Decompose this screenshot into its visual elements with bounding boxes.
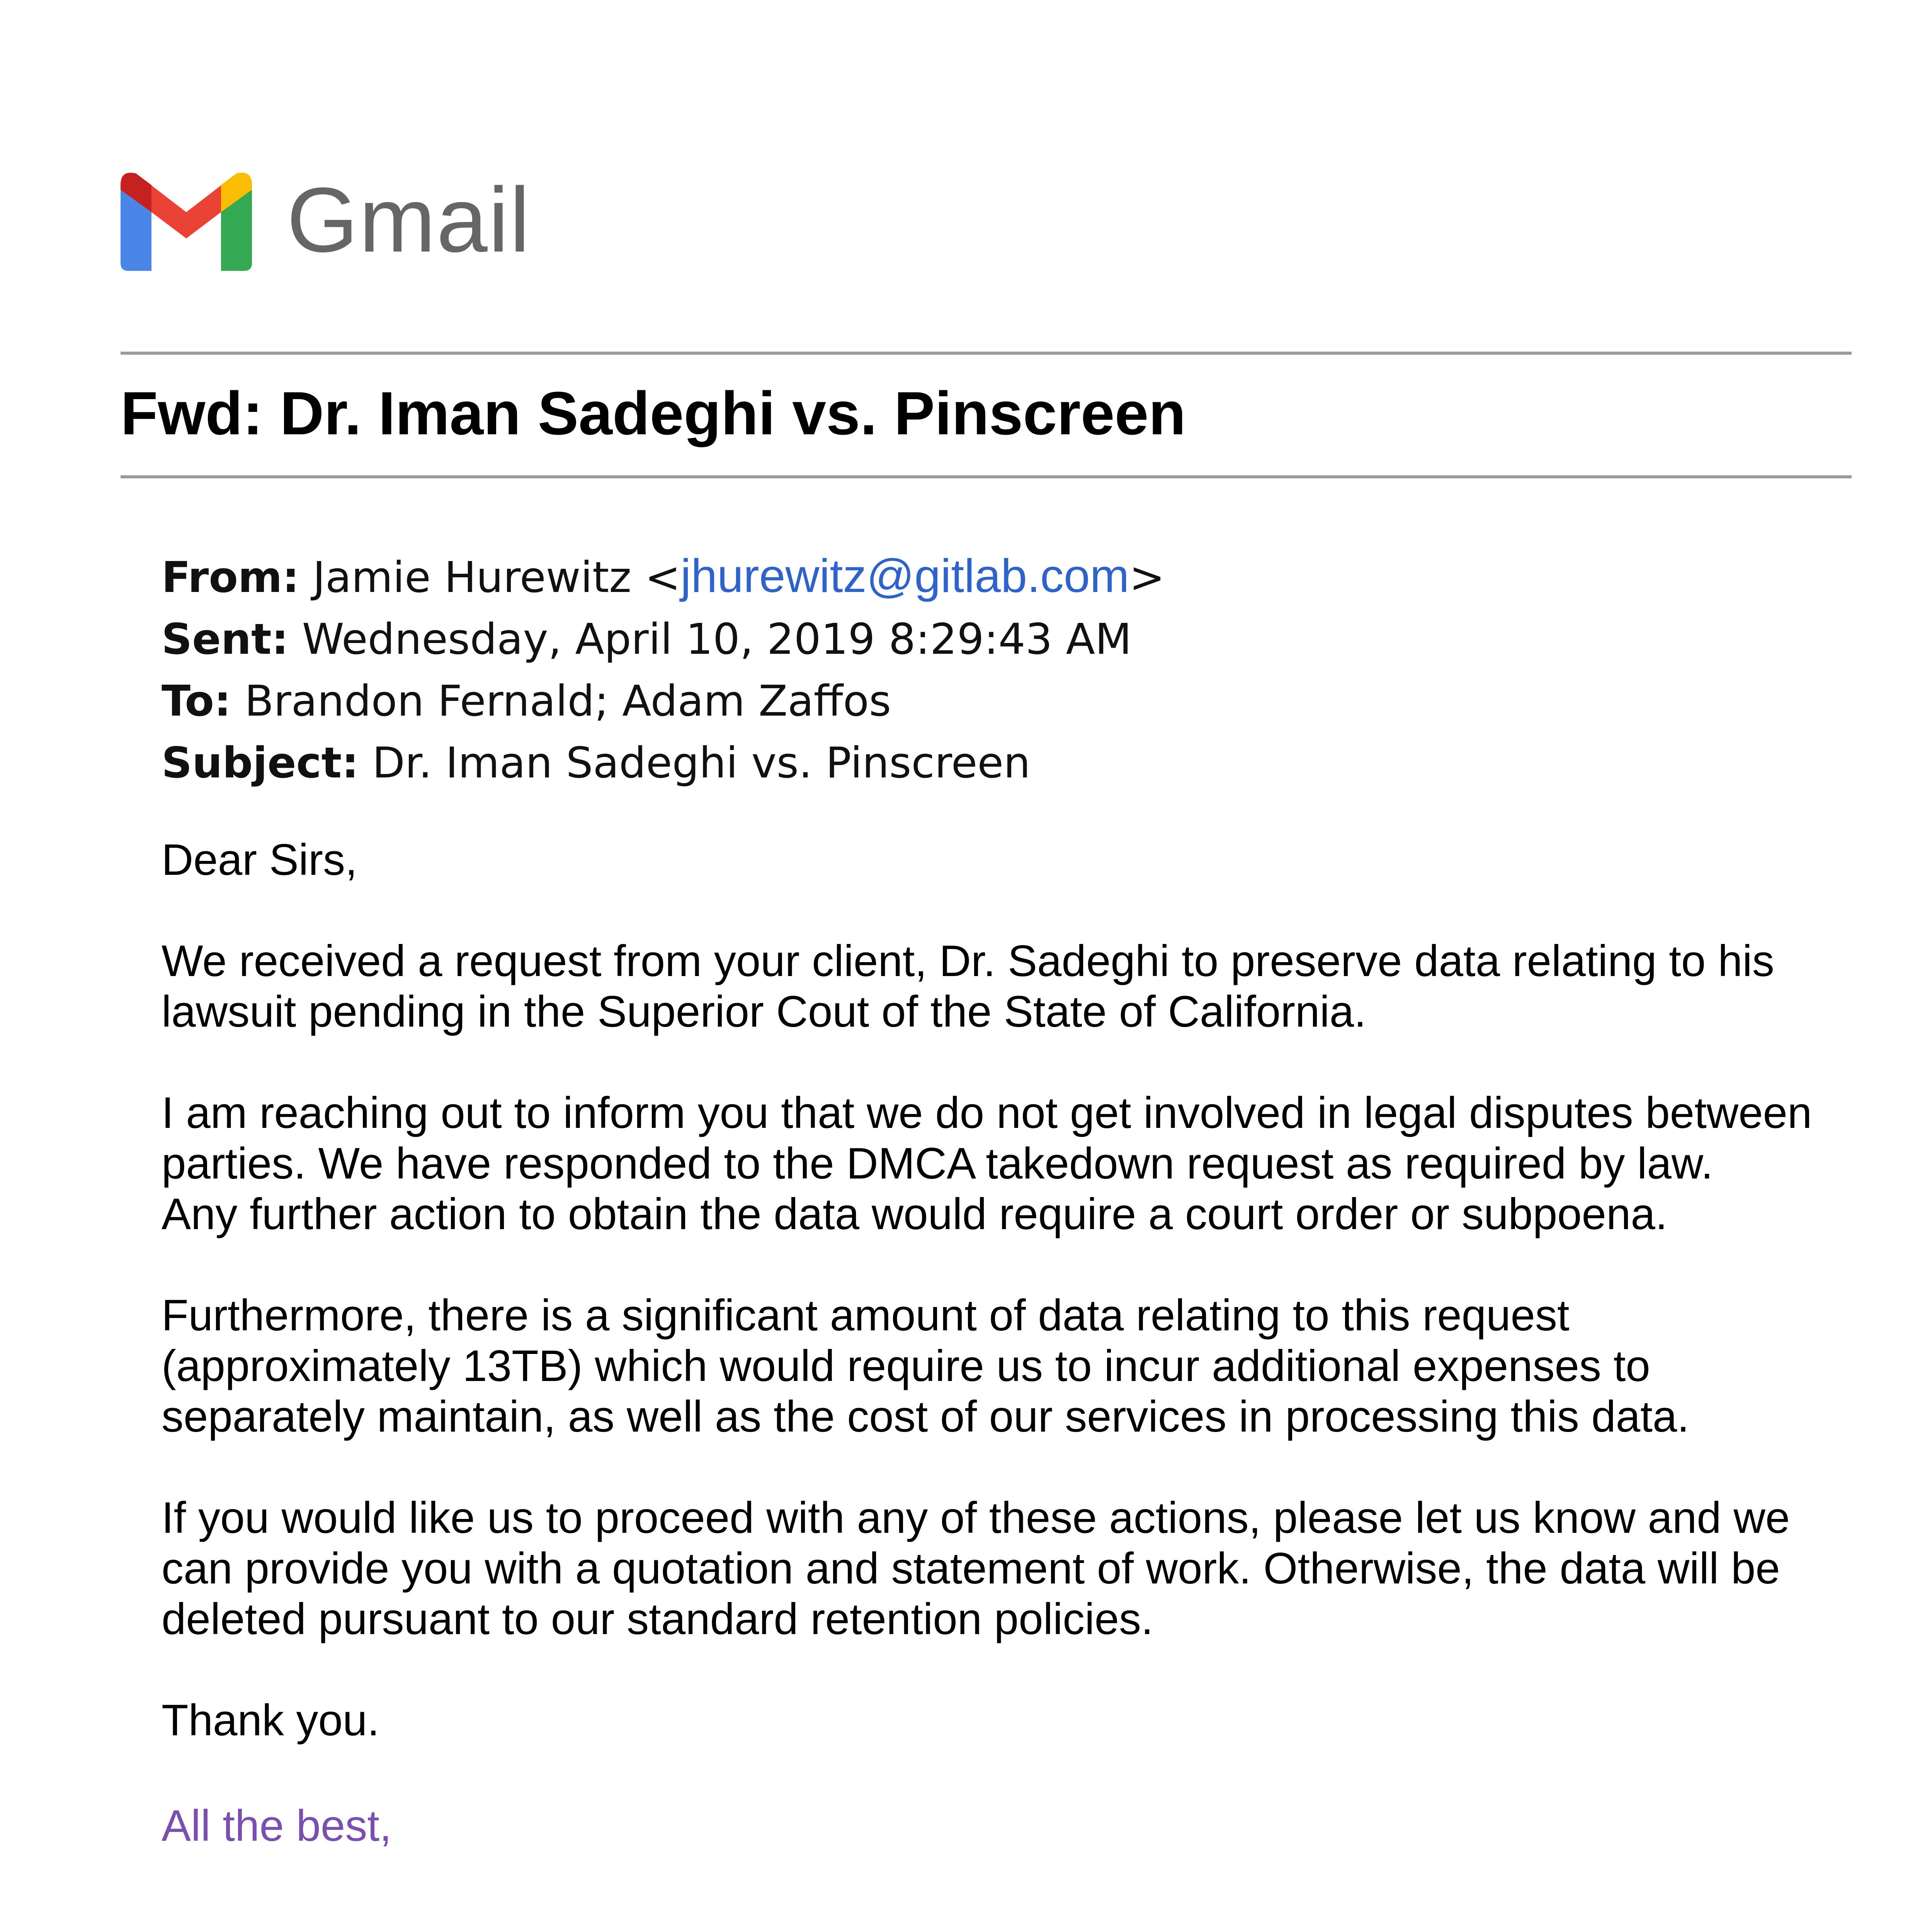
gmail-logo-icon — [121, 170, 252, 271]
email-subject-title: Fwd: Dr. Iman Sadeghi vs. Pinscreen — [121, 379, 1186, 447]
subject-value: Dr. Iman Sadeghi vs. Pinscreen — [372, 738, 1031, 787]
email-body — [162, 835, 1823, 1796]
sent-value: Wednesday, April 10, 2019 8:29:43 AM — [302, 614, 1132, 664]
subject-label: Subject: — [162, 738, 359, 787]
from-line — [162, 545, 1165, 608]
to-line — [162, 670, 1165, 732]
sent-line — [162, 608, 1165, 670]
subject-line — [162, 732, 1165, 794]
from-email-link[interactable]: jhurewitz@gitlab.com — [680, 549, 1129, 602]
title-divider-top — [121, 352, 1852, 355]
email-headers — [162, 545, 1165, 794]
to-value: Brandon Fernald; Adam Zaffos — [244, 676, 891, 726]
body-paragraph-3: Furthermore, there is a significant amount of data relating to this request (approximately 13TB) which would require us to incur additional expenses to separately maintain, as well as the cost of our services in processing this data. — [162, 1291, 1689, 1441]
sent-label: Sent: — [162, 614, 289, 664]
to-label: To: — [162, 676, 231, 726]
from-close: > — [1129, 553, 1165, 602]
body-paragraph-1: We received a request from your client, Dr. Sadeghi to preserve data relating to his lawsuit pending in the Superior Cout of the State of California. — [162, 937, 1774, 1036]
gmail-wordmark: Gmail — [287, 169, 531, 271]
body-paragraph-4: If you would like us to proceed with any of these actions, please let us know and we can provide you with a quotation and statement of work. Otherwise, the data will be deleted pursuant to our standard retention policies. — [162, 1493, 1790, 1644]
gmail-logo — [121, 166, 531, 274]
greeting: Dear Sirs, — [162, 835, 357, 884]
signature-sign-off: All the best, — [162, 1801, 392, 1850]
closing: Thank you. — [162, 1696, 379, 1745]
from-name: Jamie Hurewitz < — [313, 553, 681, 602]
body-paragraph-2: I am reaching out to inform you that we do not get involved in legal disputes between parties. We have responded to the DMCA takedown request as required by law. Any further action to obtain the data would require a court order or subpoena. — [162, 1088, 1812, 1239]
title-divider-bottom — [121, 475, 1852, 478]
from-label: From: — [162, 553, 299, 602]
